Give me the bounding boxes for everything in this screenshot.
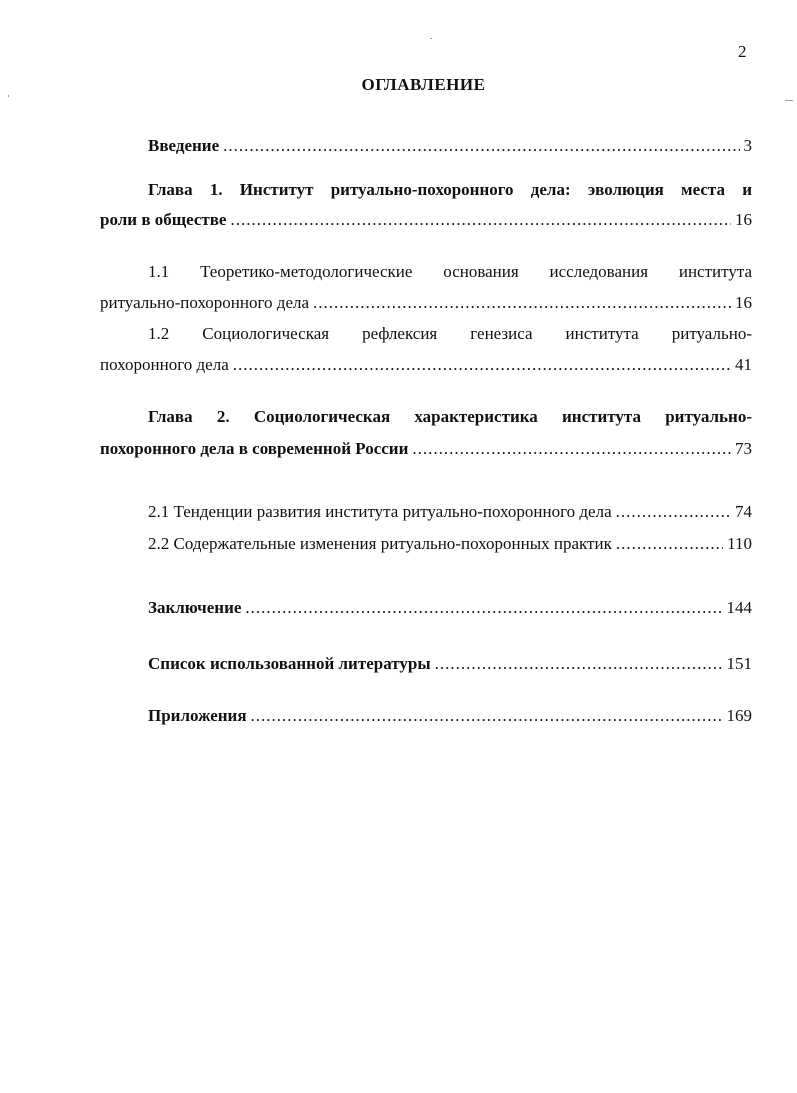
toc-label: 2.1 Тенденции развития института ритуально-похоронного дела (148, 502, 612, 521)
toc-leader (223, 134, 739, 158)
toc-leader (245, 596, 722, 620)
toc-page: 151 (726, 654, 752, 673)
toc-entry-1-1[interactable] (100, 291, 752, 315)
toc-leader (313, 291, 731, 315)
toc-page: 73 (735, 439, 752, 458)
toc-page: 169 (726, 706, 752, 725)
toc-leader (230, 208, 731, 232)
page-title: ОГЛАВЛЕНИЕ (361, 75, 486, 94)
toc-entry-references[interactable] (148, 652, 752, 676)
toc-page: 144 (726, 598, 752, 617)
toc-entry-1-1-line1[interactable]: 1.1 Теоретико-методологические основания исследования института (148, 262, 752, 281)
toc-leader (251, 704, 723, 728)
toc-label: Заключение (148, 598, 242, 617)
toc-label: Список использованной литературы (148, 654, 431, 673)
toc-page: 16 (735, 293, 752, 312)
toc-label: похоронного дела в современной России (100, 439, 409, 458)
toc-label: роли в обществе (100, 210, 227, 229)
toc-entry-conclusion[interactable] (148, 596, 752, 620)
toc-entry-2-1[interactable] (148, 500, 752, 524)
toc-label: похоронного дела (100, 355, 229, 374)
toc-page: 3 (743, 136, 752, 155)
toc-page: 41 (735, 355, 752, 374)
toc-label: Введение (148, 136, 220, 155)
toc-leader (435, 652, 723, 676)
scan-speck (8, 95, 9, 97)
toc-leader (616, 500, 731, 524)
toc-page: 16 (735, 210, 752, 229)
toc-entry-1-2-line1[interactable]: 1.2 Социологическая рефлексия генезиса института ритуально- (148, 324, 752, 343)
toc-label: 2.2 Содержательные изменения ритуально-похоронных практик (148, 534, 612, 553)
page-number: 2 (738, 42, 747, 61)
toc-label: ритуально-похоронного дела (100, 293, 310, 312)
toc-entry-chapter1-line1[interactable]: Глава 1. Институт ритуально-похоронного дела: эволюция места и (148, 180, 752, 199)
toc-entry-chapter1[interactable] (100, 208, 752, 232)
toc-page: 110 (727, 534, 752, 553)
toc-entry-2-2[interactable] (148, 532, 752, 556)
toc-entry-intro[interactable] (148, 134, 752, 158)
toc-entry-appendices[interactable] (148, 704, 752, 728)
toc-leader (233, 353, 731, 377)
scan-speck (430, 38, 432, 39)
toc-entry-chapter2-line1[interactable]: Глава 2. Социологическая характеристика института ритуально- (148, 407, 752, 426)
toc-page: 74 (735, 502, 752, 521)
scan-speck (785, 100, 793, 101)
toc-entry-chapter2[interactable] (100, 437, 752, 461)
toc-entry-1-2[interactable] (100, 353, 752, 377)
toc-leader (412, 437, 731, 461)
toc-leader (616, 532, 723, 556)
toc-label: Приложения (148, 706, 247, 725)
